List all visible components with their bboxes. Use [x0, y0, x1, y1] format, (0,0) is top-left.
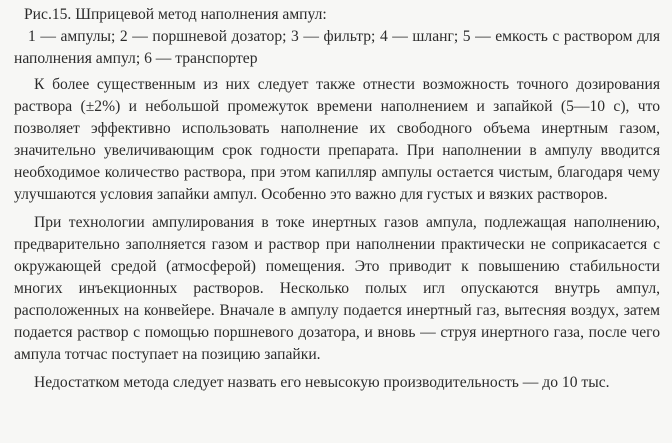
paragraph-disadvantage: Недостатком метода следует назвать его невысокую производительность — до 10 тыс. — [34, 374, 610, 391]
paragraph-inert-gas-technology: При технологии ампулирования в токе инертных газов ампула, подлежащая наполнению, предварительно заполняется газом и раствор при наполнении практически не соприкасается с окружающей средой (атмосферой) помещения. Это приводит к повышению стабильности многих инъекционных растворов. Несколько полых игл опускаются внутрь ампул, расположенных на конвейере. Вначале в ампулу подается инертный газ, вытесняя воздух, затем подается раствор с помощью поршневого дозатора, и вновь — струя инертного газа, после чего ампула тотчас поступает на позицию запайки. — [14, 214, 660, 363]
figure-caption-legend: 1 — ампулы; 2 — поршневой дозатор; 3 — фильтр; 4 — шланг; 5 — емкость с раствором для наполнения ампул; 6 — транспортер — [14, 28, 660, 67]
paragraph-advantages: К более существенным из них следует также отнести возможность точного дозирования раствора (±2%) и небольшой промежуток времени наполнением и запайкой (5—10 с), что позволяет эффективно использовать наполнение их свободного объема инертным газом, значительно увеличивающим срок годности препарата. При наполнении в ампулу вводится необходимое количество раствора, при этом капилляр ампулы остается чистым, благодаря чему улучшаются условия запайки ампул. Особенно это важно для густых и вязких растворов. — [14, 76, 660, 203]
figure-caption-title: Рис.15. Шприцевой метод наполнения ампул: — [24, 6, 327, 23]
